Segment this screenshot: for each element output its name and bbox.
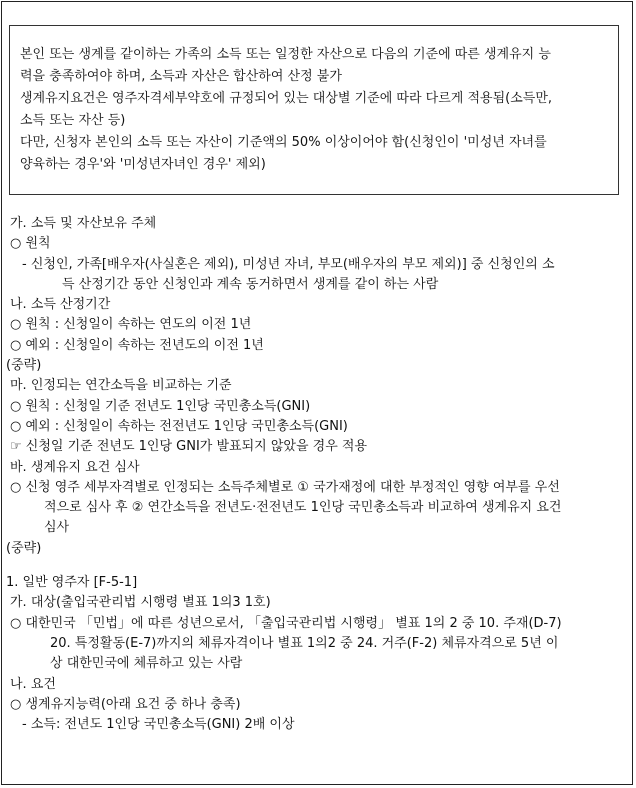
omission-note: (중략) xyxy=(6,358,42,374)
section-heading: 가. 소득 및 자산보유 주체 xyxy=(10,216,157,231)
section-heading: 바. 생계유지 요건 심사 xyxy=(10,459,140,475)
document-body xyxy=(6,214,630,735)
bullet-item: ○ 원칙 xyxy=(10,236,51,252)
intro-line: 소득 또는 자산 등) xyxy=(20,113,126,128)
chapter-heading: 1. 일반 영주자 [F-5-1] xyxy=(6,575,138,591)
bullet-item-continued: 상 대한민국에 체류하고 있는 사람 xyxy=(50,656,243,672)
intro-line: 다만, 신청자 본인의 소득 또는 자산이 기준액의 50% 이상이어야 함(신청인이 '미성년 자녀를 xyxy=(20,135,547,150)
intro-summary-box xyxy=(9,25,619,195)
note-item: ☞ 신청일 기준 전년도 1인당 GNI가 발표되지 않았을 경우 적용 xyxy=(10,439,368,455)
bullet-item: ○ 신청 영주 세부자격별로 인정되는 소득주체별로 ① 국가재정에 대한 부정적인 영향 여부를 우선 xyxy=(10,479,560,495)
intro-line: 본인 또는 생계를 같이하는 가족의 소득 또는 일정한 자산으로 다음의 기준에 따른 생계유지 능 xyxy=(20,47,551,62)
bullet-item: ○ 원칙 : 신청일이 속하는 연도의 이전 1년 xyxy=(10,317,252,333)
bullet-item-continued: 20. 특정활동(E-7)까지의 체류자격이나 별표 1의2 중 24. 거주(F-2) 체류자격으로 5년 이 xyxy=(50,635,559,651)
section-heading: 나. 요건 xyxy=(10,676,56,692)
bullet-item: ○ 원칙 : 신청일 기준 전년도 1인당 국민총소득(GNI) xyxy=(10,398,311,414)
section-heading: 가. 대상(출입국관리법 시행령 별표 1의3 1호) xyxy=(10,595,271,611)
bullet-item: ○ 대한민국 「민법」에 따른 성년으로서, 「출입국관리법 시행령」 별표 1의 2 중 10. 주재(D-7) xyxy=(10,615,562,631)
bullet-item: ○ 생계유지능력(아래 요건 중 하나 충족) xyxy=(10,696,241,712)
intro-line: 력을 충족하여야 하며, 소득과 자산은 합산하여 산정 불가 xyxy=(20,69,342,84)
omission-note: (중략) xyxy=(6,540,42,556)
bullet-item-continued: 심사 xyxy=(44,520,70,536)
bullet-item-continued: 적으로 심사 후 ② 연간소득을 전년도·전전년도 1인당 국민총소득과 비교하여 생계유지 요건 xyxy=(44,500,562,516)
bullet-item: ○ 예외 : 신청일이 속하는 전전년도 1인당 국민총소득(GNI) xyxy=(10,418,348,434)
dash-item-continued: 득 산정기간 동안 신청인과 계속 동거하면서 생계를 같이 하는 사람 xyxy=(62,276,439,292)
section-heading: 마. 인정되는 연간소득을 비교하는 기준 xyxy=(10,378,232,394)
intro-line: 양육하는 경우'와 '미성년자녀인 경우' 제외) xyxy=(20,157,266,172)
dash-item: - 신청인, 가족[배우자(사실혼은 제외), 미성년 자녀, 부모(배우자의 부모 제외)] 중 신청인의 소 xyxy=(22,256,555,272)
bullet-item: ○ 예외 : 신청일이 속하는 전년도의 이전 1년 xyxy=(10,337,264,353)
section-heading: 나. 소득 산정기간 xyxy=(10,297,111,313)
intro-line: 생계유지요건은 영주자격세부약호에 규정되어 있는 대상별 기준에 따라 다르게 적용됨(소득만, xyxy=(20,91,553,106)
dash-item: - 소득: 전년도 1인당 국민총소득(GNI) 2배 이상 xyxy=(22,717,295,733)
